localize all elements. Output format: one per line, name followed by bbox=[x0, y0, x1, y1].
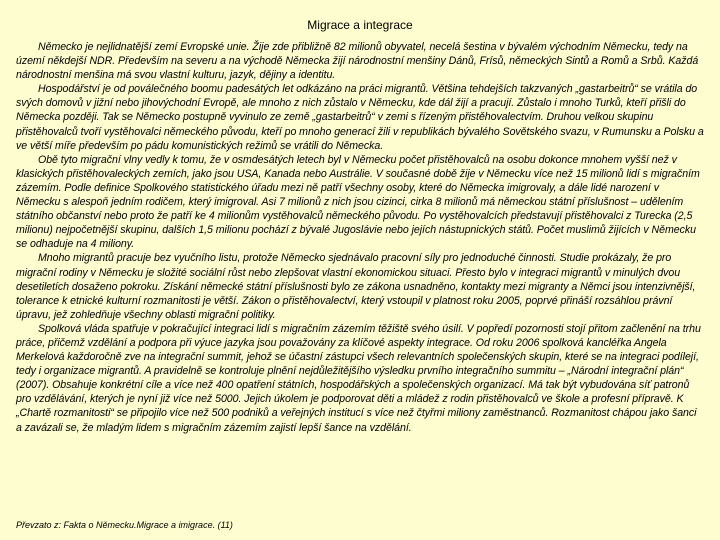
paragraph-federal-policy: Spolková vláda spatřuje v pokračující integraci lidí s migračním zázemím těžiště svého úsilí. V popředí pozornosti stojí přitom začlenění na trhu práce, přičemž vzdělání a podpora při výuce jazyka jsou považovány za klíčové aspekty integrace. Od roku 2006 spolková kancléřka Angela Merkelová každoročně zve na integrační summit, jehož se účastní zástupci všech relevantních společenských skupin, které se na integraci podílejí, tedy i organizace migrantů. A pravidelně se kontroluje plnění nejdůležitějšího výsledku prvního integračního summitu – „Národní integrační plán“ (2007). Obsahuje konkrétní cíle a více než 400 opatření státních, hospodářských a společenských organizací. Má tak být vybudována síť patronů pro vzdělávání, kterých je nyní již více než 5000. Jejich úkolem je podporovat děti a mládež z rodin přistěhovalců ve škole a profesní přípravě. K „Chartě rozmanitosti“ se připojilo více než 500 podniků a veřejných institucí s více než čtyřmi miliony zaměstnanců. Rozmanitost chápou jako šanci a zavázali se, že mladým lidem s migračním zázemím zajistí lepší šance na vzdělání. bbox=[16, 322, 701, 434]
paragraph-integration-progress: Mnoho migrantů pracuje bez vyučního listu, protože Německo sjednávalo pracovní síly pro jednoduché činnosti. Studie prokázaly, že pro migrační rodiny v Německu je složité sociální růst nebo zlepšovat vlastní ekonomickou situaci. Přesto bylo v integraci migrantů v minulých dvou desetiletích dosaženo pokroku. Získání německé státní příslušnosti bylo ze zákona usnadněno, kontakty mezi migranty a Němci jsou intenzivnější, tolerance k etnické kulturní rozmanitosti je větší. Zákon o přistěhovalectví, který vstoupil v platnost roku 2005, poprvé přináší rozsáhlou právní úpravu, jež zohledňuje všechny oblasti migrační politiky. bbox=[16, 252, 696, 321]
document-title: Migrace a integrace bbox=[307, 18, 413, 32]
document-body bbox=[16, 40, 704, 435]
source-citation: Převzato z: Fakta o Německu.Migrace a imigrace. (11) bbox=[16, 520, 233, 530]
paragraph-migration-waves: Obě tyto migrační vlny vedly k tomu, že v osmdesátých letech byl v Německu počet přistěhovalců na osobu dokonce mnohem vyšší než v klasických přistěhovaleckých zemích, jako jsou USA, Kanada nebo Austrálie. V současné době žije v Německu více než 15 milionů lidí s migračním zázemím. Podle definice Spolkového statistického úřadu mezi ně patří všechny osoby, které do Německa imigrovaly, a dále lidé narození v Německu s alespoň jedním rodičem, který imigroval. Asi 7 milionů z nich jsou cizinci, cirka 8 milionů má německou státní příslušnost – udělením státního občanství nebo proto že patří ke 4 milionům vystěhovalců německého původu. Po vystěhovalcích představují přistěhovalci z Turecka (2,5 milionu) nejpočetnější skupinu, dalších 1,5 milionu pochází z bývalé Jugoslávie nebo jejích nástupnických států. Počet muslimů žijících v Německu se odhaduje na 4 miliony. bbox=[16, 153, 700, 251]
paragraph-population: Německo je nejlidnatější zemí Evropské unie. Žije zde přibližně 82 milionů obyvatel, necelá šestina v bývalém východním Německu, tedy na území někdejší NDR. Především na severu a na východě Německa žijí národnostní menšiny Dánů, Frísů, německých Sintů a Romů a Srbů. Každá národnostní menšina má svou vlastní kulturu, jazyk, dějiny a identitu. bbox=[16, 41, 699, 82]
paragraph-gastarbeiter: Hospodářství je od poválečného boomu padesátých let odkázáno na práci migrantů. Většina tehdejších takzvaných „gastarbeitrů“ se vrátila do svých domovů v jižní nebo jihovýchodní Evropě, ale mnoho z nich zůstalo v Německu, kde dál žijí a pracují. Zůstalo i mnoho Turků, kteří přišli do Německa později. Tak se Německo postupně vyvinulo ze země „gastarbeitrů“ v zemi s řízeným přistěhovalectvím. Druhou velkou skupinu přistěhovalců tvoří vystěhovalci německého původu, kteří po mnoho generací žili v republikách bývalého Sovětského svazu, v Rumunsku a Polsku a ve větší míře především po pádu komunistických režimů se vrátili do Německa. bbox=[16, 83, 704, 152]
